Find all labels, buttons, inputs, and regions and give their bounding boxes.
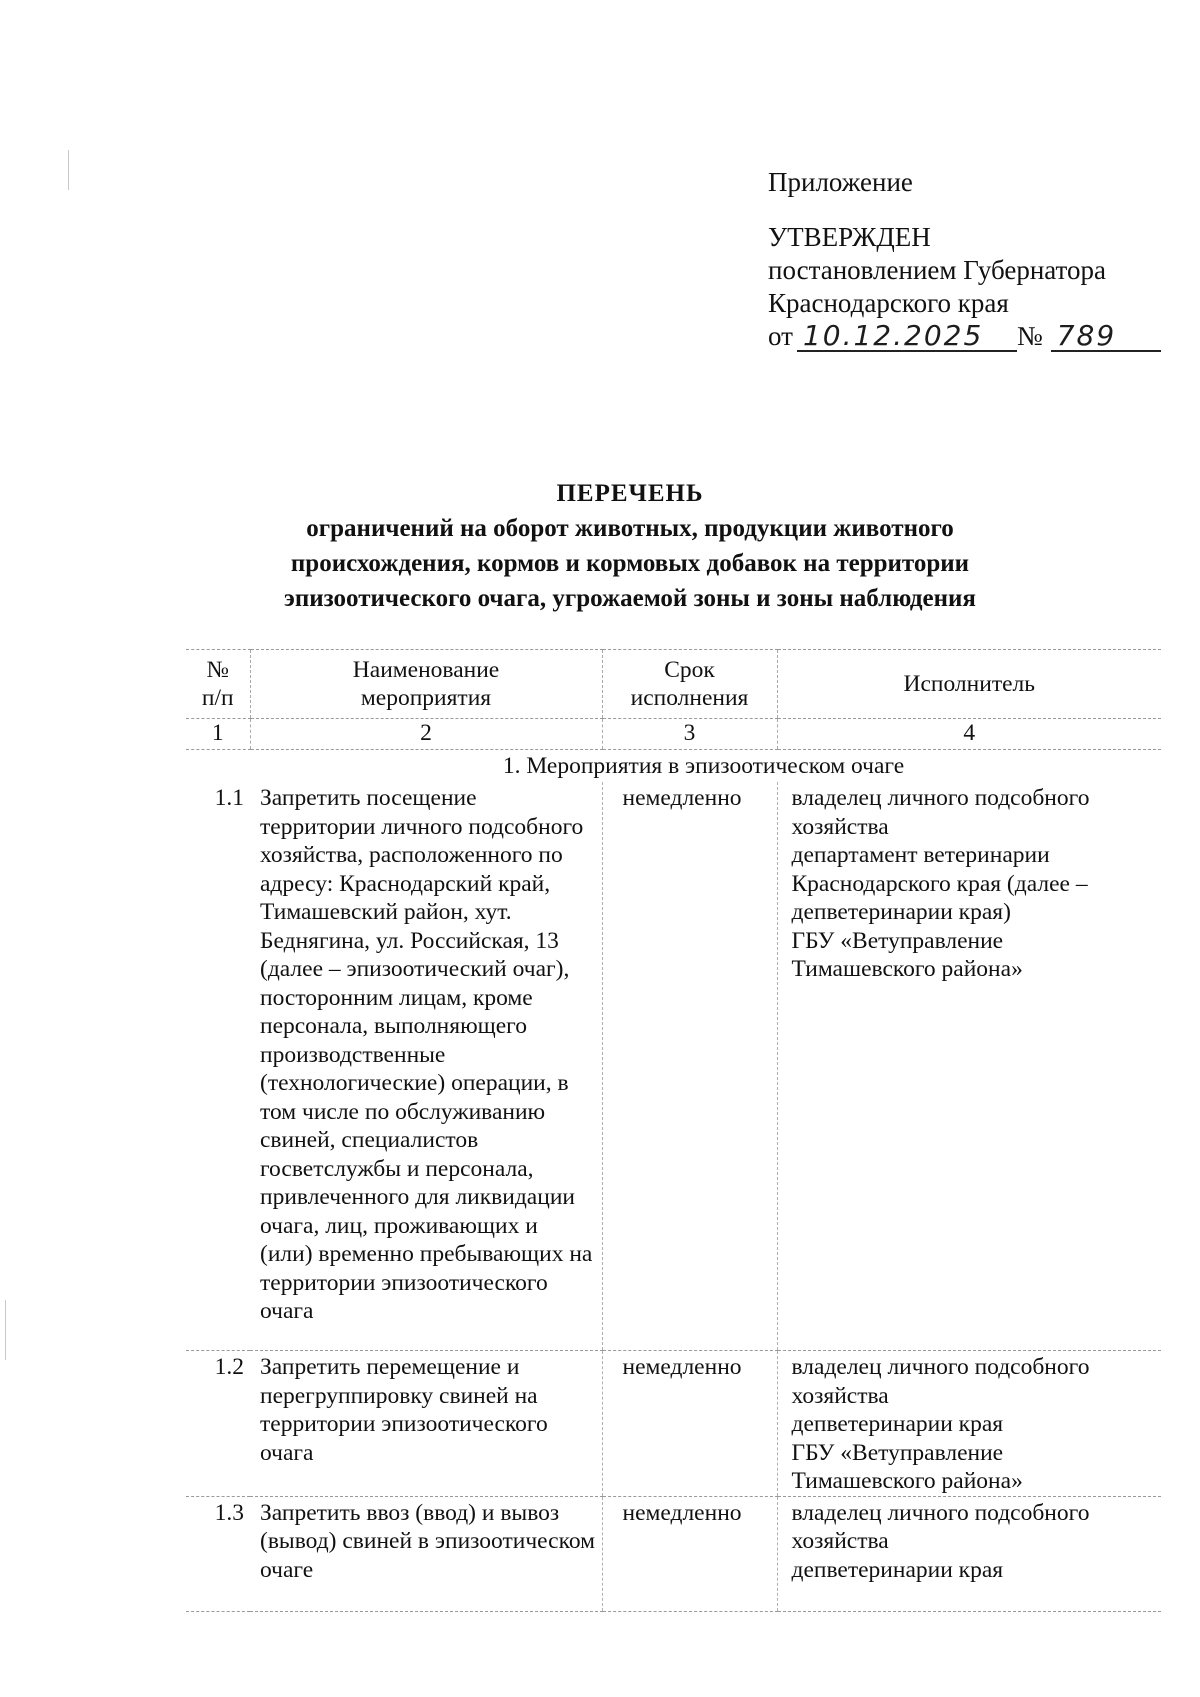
document-title bbox=[230, 476, 1030, 616]
appendix-label: Приложение bbox=[768, 167, 913, 197]
table-row bbox=[186, 1351, 1161, 1497]
column-number: 3 bbox=[602, 719, 777, 750]
section-title: 1. Мероприятия в эпизоотическом очаге bbox=[502, 753, 905, 779]
number-sign: № bbox=[1016, 321, 1043, 351]
measure-name: Запретить посещение территории личного подсобного хозяйства, расположенного по адресу: Краснодарский край, Тимашевский район, хут. Беднягина, ул. Российская, 13 (далее – эпизоотический очаг), посторонним лицам, кроме персонала, выполняющего производственные (технологические) операции, в том числе по обслуживанию свиней, специалистов госветслужбы и персонала, привлеченного для ликвидации очага, лиц, проживающих и (или) временно пребывающих на территории эпизоотического очага bbox=[250, 782, 602, 1351]
title-line-3: эпизоотического очага, угрожаемой зоны и зоны наблюдения bbox=[284, 585, 976, 612]
table-row bbox=[186, 782, 1161, 1351]
approved-by-line-1: постановлением Губернатора bbox=[768, 255, 1106, 285]
approved-label: УТВЕРЖДЕН bbox=[768, 222, 931, 252]
handwritten-date: 10.12.2025 bbox=[797, 322, 1017, 352]
measure-term: немедленно bbox=[602, 1351, 777, 1497]
measure-term: немедленно bbox=[602, 1496, 777, 1611]
row-number: 1.1 bbox=[186, 782, 250, 1351]
measure-executor: владелец личного подсобного хозяйства депветеринарии края bbox=[777, 1496, 1161, 1611]
table-row bbox=[186, 1496, 1161, 1611]
measure-executor: владелец личного подсобного хозяйства департамент ветеринарии Краснодарского края (далее – депветеринарии края) ГБУ «Ветуправление Тимашевского района» bbox=[777, 782, 1161, 1351]
column-number: 1 bbox=[186, 719, 250, 750]
section-row bbox=[186, 750, 1161, 783]
row-number: 1.2 bbox=[186, 1351, 250, 1497]
handwritten-number: 789 bbox=[1051, 322, 1161, 352]
column-number: 4 bbox=[777, 719, 1161, 750]
table-header-row bbox=[186, 650, 1161, 719]
scan-artifact bbox=[5, 1300, 6, 1360]
column-numbers-row bbox=[186, 719, 1161, 750]
measures-table bbox=[186, 649, 1161, 1612]
column-number: 2 bbox=[250, 719, 602, 750]
header-executor: Исполнитель bbox=[777, 650, 1161, 719]
row-number: 1.3 bbox=[186, 1496, 250, 1611]
title-main: ПЕРЕЧЕНЬ bbox=[556, 480, 704, 507]
measure-term: немедленно bbox=[602, 782, 777, 1351]
title-line-2: происхождения, кормов и кормовых добавок на территории bbox=[290, 550, 970, 577]
header-term: Срок исполнения bbox=[602, 650, 777, 719]
measure-executor: владелец личного подсобного хозяйства депветеринарии края ГБУ «Ветуправление Тимашевского района» bbox=[777, 1351, 1161, 1497]
date-prefix: от bbox=[768, 321, 793, 351]
decree-date-line bbox=[768, 320, 1161, 353]
approval-block bbox=[768, 166, 1161, 353]
measure-name: Запретить перемещение и перегруппировку свиней на территории эпизоотического очага bbox=[250, 1351, 602, 1497]
scan-artifact bbox=[68, 150, 69, 190]
measure-name: Запретить ввоз (ввод) и вывоз (вывод) свиней в эпизоотическом очаге bbox=[250, 1496, 602, 1611]
header-name: Наименование мероприятия bbox=[250, 650, 602, 719]
approved-by-line-2: Краснодарского края bbox=[768, 288, 1009, 318]
title-line-1: ограничений на оборот животных, продукции животного bbox=[306, 515, 954, 542]
header-num: № п/п bbox=[186, 650, 250, 719]
